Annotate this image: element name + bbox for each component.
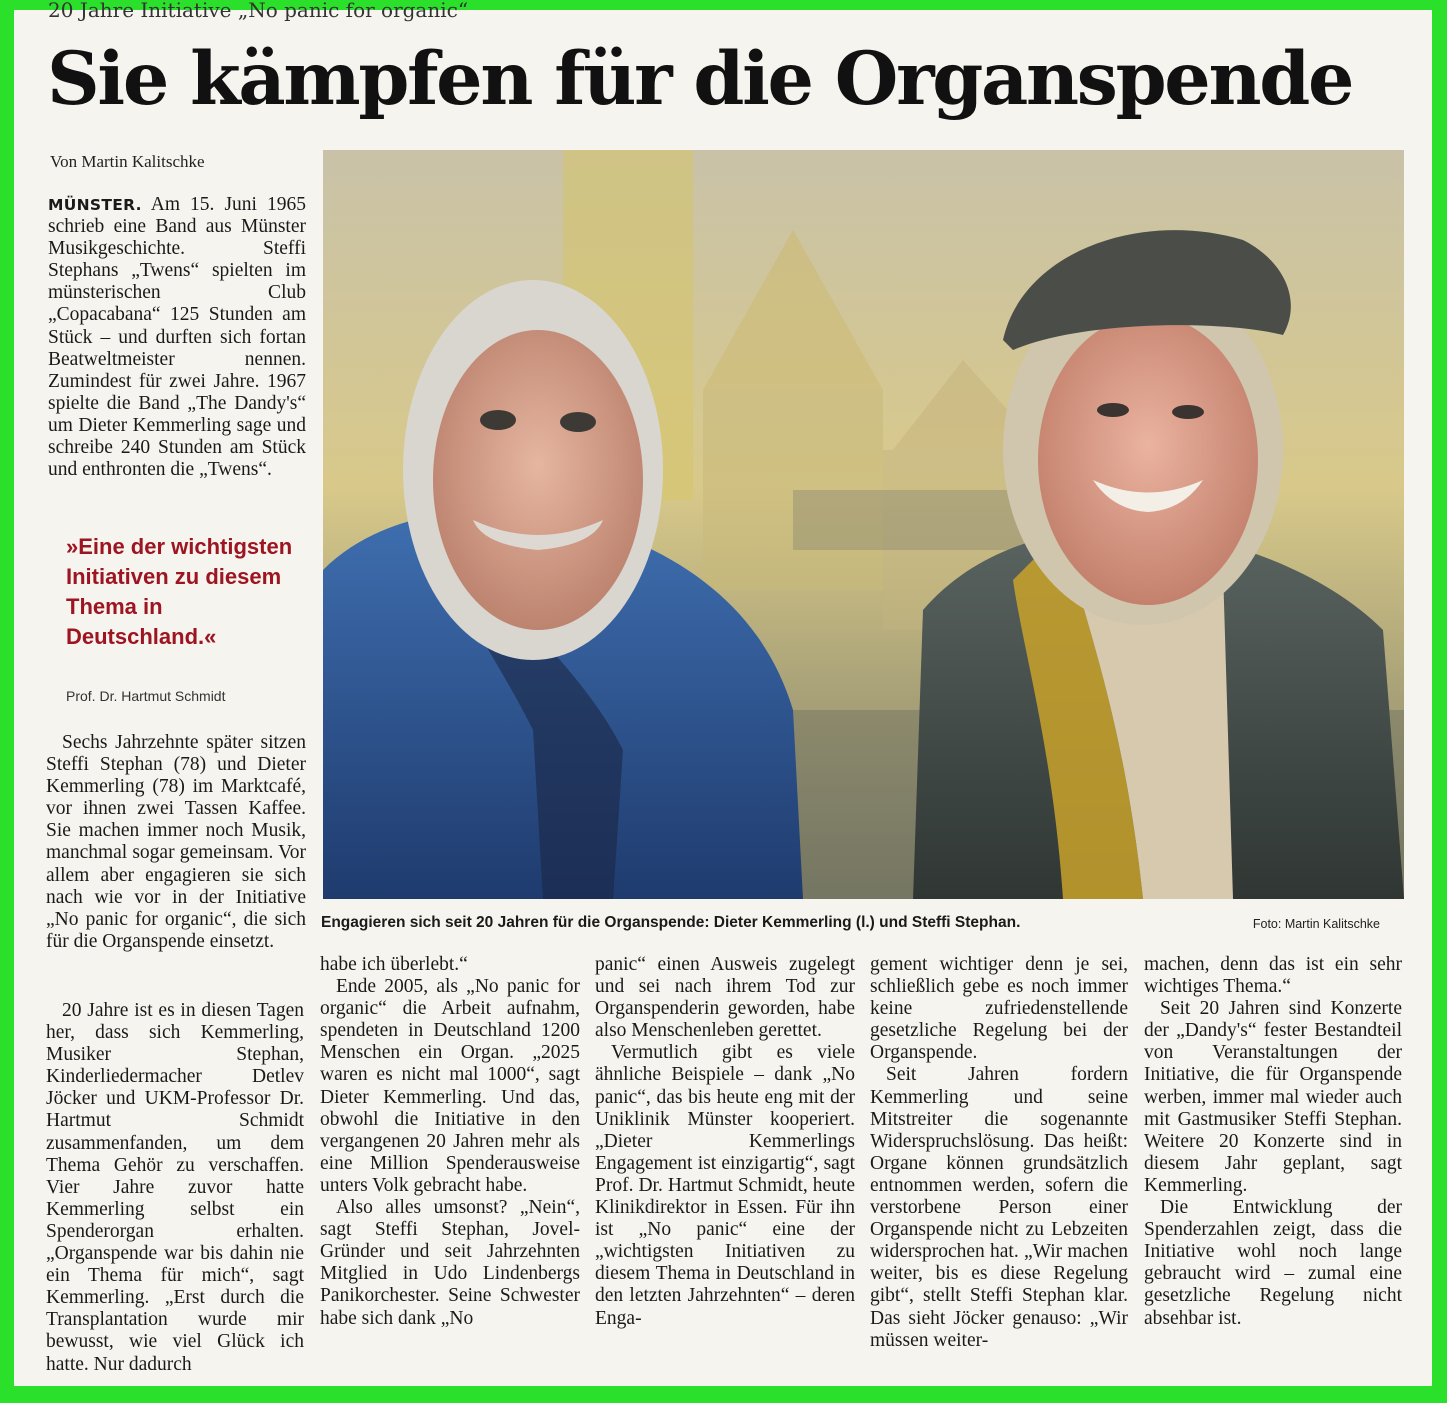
paragraph: Seit 20 Jahren sind Konzerte der „Dandy's“ fester Bestandteil von Veranstaltungen der Initiative, die für Organspende werben, immer mal wieder auch mit Gastmusiker Steffi Stephan. Weitere 20 Konzerte sind in diesem Jahr geplant, sagt Kemmerling. xyxy=(1144,998,1402,1196)
photo-credit: Foto: Martin Kalitschke xyxy=(1252,917,1380,931)
newspaper-clipping xyxy=(14,0,1432,1386)
paragraph: Vermutlich gibt es viele ähnliche Beispiele – dank „No panic“, das bis heute eng mit der Uniklinik Münster kooperiert. „Dieter Kemmerlings Engagement ist einzigartig“, sagt Prof. Dr. Hartmut Schmidt, heute Klinikdirektor in Essen. Für ihn ist „No panic“ eine der „wichtigsten Initiativen zu diesem Thema in Deutschland in den letzten Jahrzehnten“ – deren Enga- xyxy=(595,1042,855,1329)
pull-quote: »Eine der wichtigsten Initiativen zu diesem Thema in Deutschland.« xyxy=(66,534,293,649)
article-column-3 xyxy=(595,954,855,1356)
paragraph: panic“ einen Ausweis zugelegt und sei nach ihrem Tod zur Organspenderin geworden, habe also Menschenleben gerettet. xyxy=(595,954,855,1042)
article-photo xyxy=(323,150,1404,899)
article-column-1-continued xyxy=(46,1000,304,1375)
dateline: MÜNSTER. xyxy=(48,196,142,214)
article-column-4 xyxy=(870,954,1128,1356)
paragraph: Ende 2005, als „No panic for organic“ die Arbeit aufnahm, spendeten in Deutschland 1200 Menschen ein Organ. „2025 waren es nicht mal 1000“, sagt Dieter Kemmerling. Und das, obwohl die Initiative in den vergangenen 20 Jahren mehr als eine Million Spenderausweise unters Volk gebracht habe. xyxy=(320,976,580,1196)
paragraph: Sechs Jahrzehnte später sitzen Steffi Stephan (78) und Dieter Kemmerling (78) im Marktcafé, vor ihnen zwei Tassen Kaffee. Sie machen immer noch Musik, manchmal sogar gemeinsam. Vor allem aber engagieren sie sich nach wie vor in der Initiative „No panic for organic“, die sich für die Organspende einsetzt. xyxy=(46,732,306,952)
kicker-line: 20 Jahre Initiative „No panic for organic“ xyxy=(48,0,469,22)
paragraph: Seit Jahren fordern Kemmerling und seine Mitstreiter die sogenannte Widerspruchslösung. Das heißt: Organe können grundsätzlich entnommen werden, sofern die verstorbene Person einer Organspende nicht zu Lebzeiten widersprochen hat. „Wir machen weiter, bis es diese Regelung gibt“, stellt Steffi Stephan klar. Das sieht Jöcker genauso: „Wir müssen weiter- xyxy=(870,1064,1128,1351)
paragraph: habe ich überlebt.“ xyxy=(320,954,468,975)
pull-quote-source: Prof. Dr. Hartmut Schmidt xyxy=(66,688,226,704)
paragraph: gement wichtiger denn je sei, schließlich gebe es noch immer keine zufriedenstellende gesetzliche Regelung bei der Organspende. xyxy=(870,954,1128,1064)
paragraph: Also alles umsonst? „Nein“, sagt Steffi Stephan, Jovel-Gründer und seit Jahrzehnten Mitglied in Udo Lindenbergs Panikorchester. Seine Schwester habe sich dank „No xyxy=(320,1197,580,1329)
paragraph: Die Entwicklung der Spenderzahlen zeigt, dass die Initiative wohl noch lange gebraucht wird – zumal eine gesetzliche Regelung nicht absehbar ist. xyxy=(1144,1197,1402,1329)
byline: Von Martin Kalitschke xyxy=(50,152,205,171)
article-column-2 xyxy=(320,954,580,1356)
photo-caption: Engagieren sich seit 20 Jahren für die Organspende: Dieter Kemmerling (l.) und Steffi Stephan. xyxy=(321,914,1021,931)
article-column-5 xyxy=(1144,954,1402,1356)
article-column-1-bottom xyxy=(46,732,306,1002)
lead-paragraph: Am 15. Juni 1965 schrieb eine Band aus Münster Musikgeschichte. Steffi Stephans „Twens“ spielten im münsterischen Club „Copacabana“ 125 Stunden am Stück – und durften sich fortan Beatweltmeister nennen. Zumindest für zwei Jahre. 1967 spielte die Band „The Dandy's“ um Dieter Kemmerling sage und schreibe 240 Stunden am Stück und enthronten die „Twens“. xyxy=(48,194,306,481)
paragraph: 20 Jahre ist es in diesen Tagen her, dass sich Kemmerling, Musiker Stephan, Kinderliedermacher Detlev Jöcker und UKM-Professor Dr. Hartmut Schmidt zusammenfanden, um dem Thema Gehör zu verschaffen. Vier Jahre zuvor hatte Kemmerling selbst ein Spenderorgan erhalten. „Organspende war bis dahin nie ein Thema für mich“, sagt Kemmerling. „Erst durch die Transplantation wurde mir bewusst, wie viel Glück ich hatte. Nur dadurch xyxy=(46,1000,304,1375)
article-column-1-top xyxy=(48,194,306,510)
paragraph: machen, denn das ist ein sehr wichtiges Thema.“ xyxy=(1144,954,1402,998)
headline: Sie kämpfen für die Organspende xyxy=(47,36,1353,122)
